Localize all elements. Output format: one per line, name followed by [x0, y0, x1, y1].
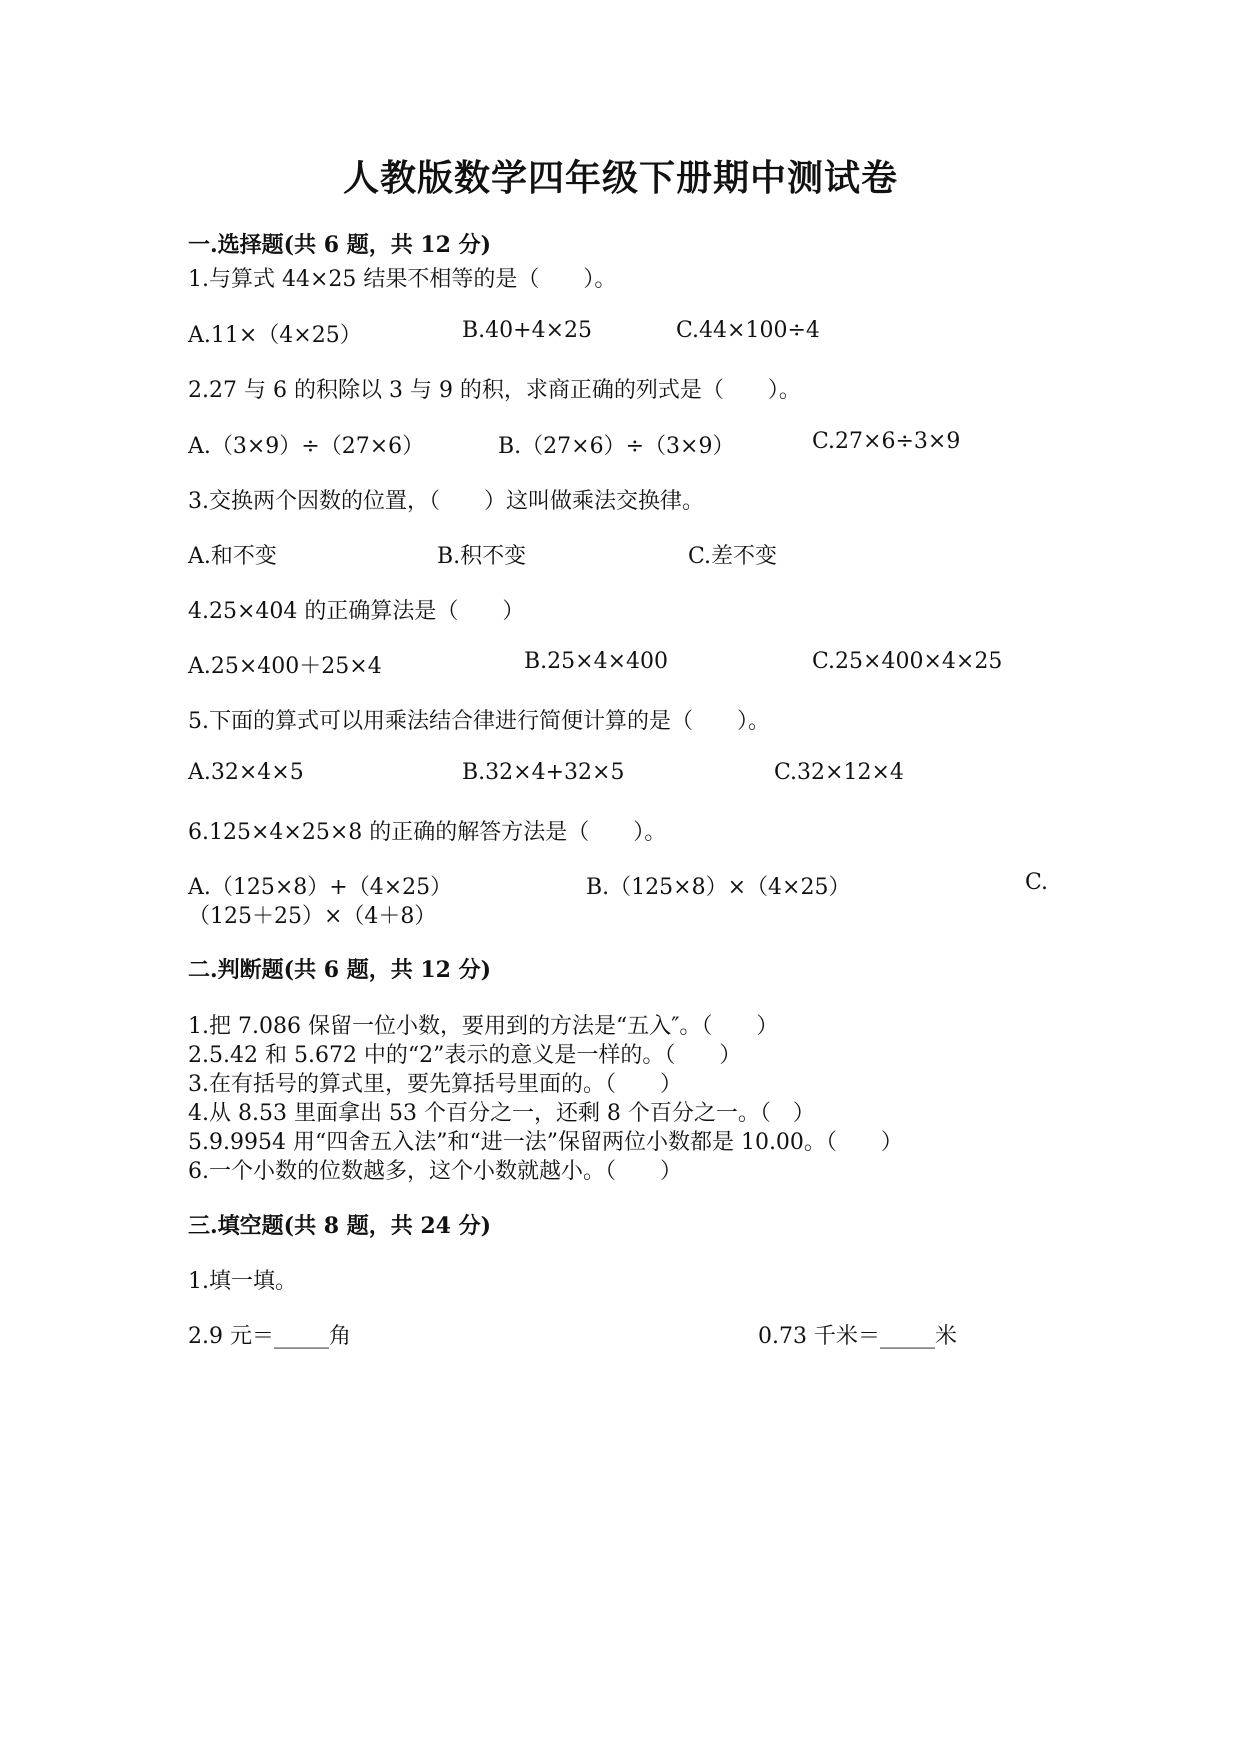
- question-stem: 3.交换两个因数的位置，（ ）这叫做乘法交换律。: [188, 489, 704, 514]
- option-c-text: （125＋25）×（4＋8）: [188, 904, 437, 929]
- option-c: C.32×12×4: [774, 760, 904, 785]
- option-a: A.11×（4×25）: [188, 323, 362, 348]
- option-b: B.32×4+32×5: [462, 760, 625, 785]
- option-c: C.25×400×4×25: [812, 649, 1003, 674]
- option-b: B.（27×6）÷（3×9）: [498, 434, 735, 459]
- question-stem: 6.125×4×25×8 的正确的解答方法是（ ）。: [188, 820, 667, 845]
- question-stem: 1.填一填。: [188, 1269, 297, 1294]
- option-b: B.（125×8）×（4×25）: [586, 875, 851, 900]
- option-c: C.27×6÷3×9: [812, 429, 961, 454]
- question-stem: 5.下面的算式可以用乘法结合律进行简便计算的是（ ）。: [188, 709, 770, 734]
- fill-blank-item: 0.73 千米＝_____米: [758, 1324, 957, 1349]
- question-stem: 1.与算式 44×25 结果不相等的是（ ）。: [188, 267, 617, 292]
- option-a: A.25×400＋25×4: [188, 654, 382, 679]
- option-c: C.44×100÷4: [676, 318, 820, 343]
- question-stem: 2.27 与 6 的积除以 3 与 9 的积，求商正确的列式是（ ）。: [188, 378, 801, 403]
- judgement-item: 5.9.9954 用“四舍五入法”和“进一法”保留两位小数都是 10.00。（ ）: [188, 1130, 903, 1155]
- option-c: C.: [1025, 870, 1049, 895]
- fill-blank-item: 2.9 元＝_____角: [188, 1324, 351, 1349]
- judgement-item: 4.从 8.53 里面拿出 53 个百分之一，还剩 8 个百分之一。（ ）: [188, 1101, 815, 1126]
- option-c: C.差不变: [688, 544, 778, 569]
- option-b: B.40+4×25: [462, 318, 593, 343]
- option-a: A.（125×8）+（4×25）: [188, 875, 453, 900]
- section-heading-choice: 一.选择题(共 6 题，共 12 分): [188, 232, 492, 258]
- judgement-item: 2.5.42 和 5.672 中的“2”表示的意义是一样的。（ ）: [188, 1043, 742, 1068]
- judgement-item: 1.把 7.086 保留一位小数，要用到的方法是“五入″。（ ）: [188, 1014, 779, 1039]
- section-heading-fill: 三.填空题(共 8 题，共 24 分): [188, 1213, 492, 1239]
- question-stem: 4.25×404 的正确算法是（ ）: [188, 599, 525, 624]
- section-heading-judgement: 二.判断题(共 6 题，共 12 分): [188, 957, 492, 983]
- judgement-item: 3.在有括号的算式里，要先算括号里面的。（ ）: [188, 1072, 682, 1097]
- page-title: 人教版数学四年级下册期中测试卷: [342, 157, 898, 199]
- option-a: A.32×4×5: [188, 760, 304, 785]
- option-a: A.和不变: [188, 544, 277, 569]
- option-a: A.（3×9）÷（27×6）: [188, 434, 425, 459]
- option-b: B.积不变: [437, 544, 527, 569]
- option-b: B.25×4×400: [524, 649, 669, 674]
- judgement-item: 6.一个小数的位数越多，这个小数就越小。（ ）: [188, 1159, 682, 1184]
